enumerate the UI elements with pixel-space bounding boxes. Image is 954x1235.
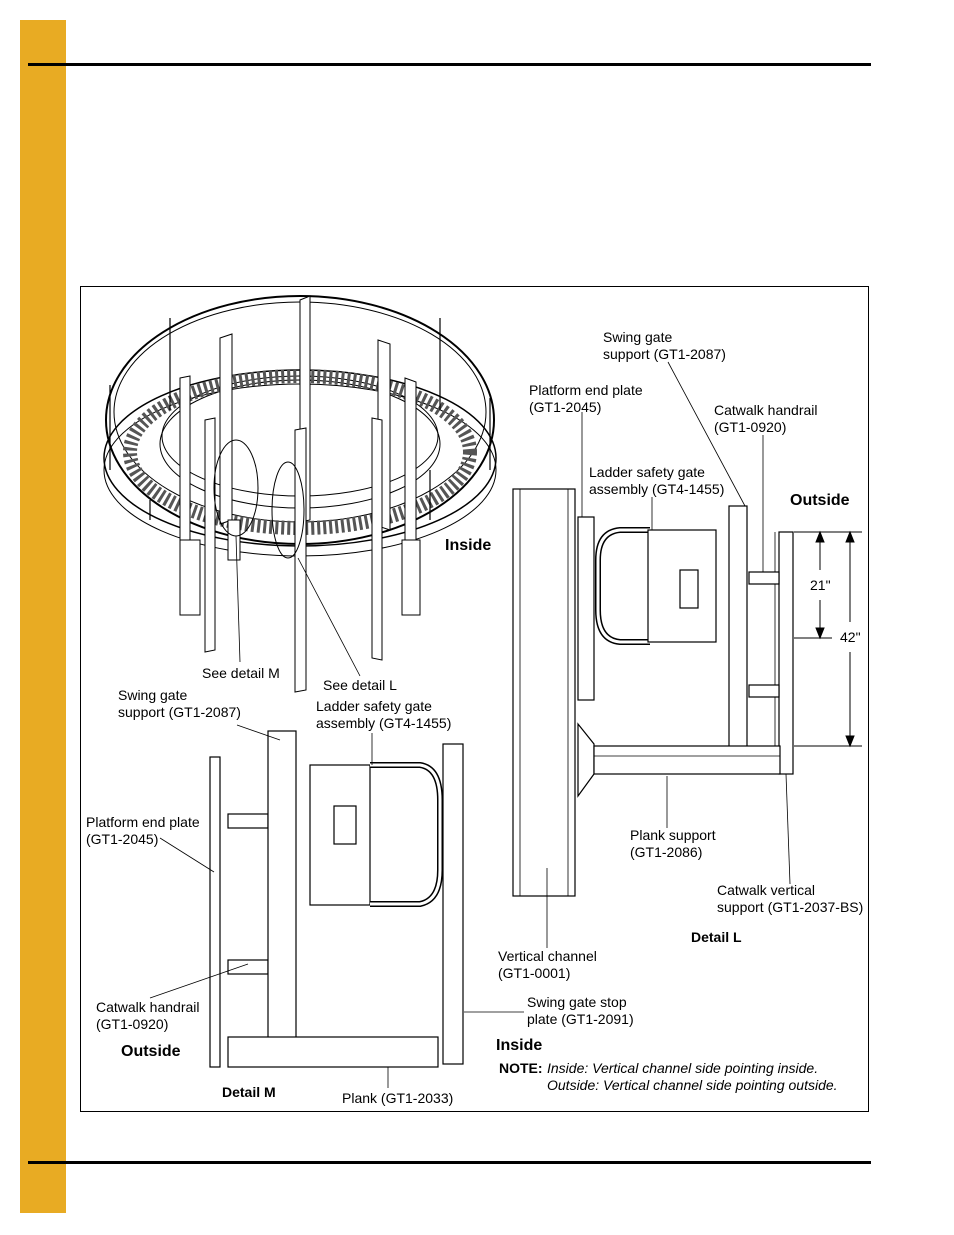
detail-m-end-plate-part: (GT1-2045) [86,831,159,847]
detail-l-swing-gate-label: Swing gate [603,329,673,345]
detail-m-end-plate-label: Platform end plate [86,814,200,830]
plank-label: Plank (GT1-2033) [342,1090,454,1106]
detail-l-title: Detail L [691,929,742,945]
overview-inside-label: Inside [445,537,492,554]
detail-m-handrail-label: Catwalk handrail [96,999,200,1015]
detail-l-gate-part: assembly (GT4-1455) [589,481,725,497]
catwalk-vertical-label: Catwalk vertical [717,882,816,898]
dimension-42: 42" [840,629,861,645]
detail-m-inside-label: Inside [496,1037,543,1054]
detail-m-gate-label: Ladder safety gate [316,698,432,714]
gate-stop-label: Swing gate stop [527,994,627,1010]
dimension-21: 21" [810,577,831,593]
detail-l-end-plate-part: (GT1-2045) [529,399,602,415]
detail-l-handrail-label: Catwalk handrail [714,402,818,418]
detail-l-swing-gate-part: support (GT1-2087) [603,346,726,362]
detail-m-gate-part: assembly (GT4-1455) [316,715,452,731]
vertical-channel-label: Vertical channel [498,948,597,964]
plank-support-label: Plank support [630,827,716,843]
note-line-2: Outside: Vertical channel side pointing outside. [547,1077,838,1093]
detail-m-outside-label: Outside [121,1043,181,1060]
detail-l-end-plate-label: Platform end plate [529,382,643,398]
detail-l-gate-label: Ladder safety gate [589,464,705,480]
detail-m-drawing [210,731,463,1067]
catwalk-ring-illustration [104,296,496,692]
detail-m-swing-gate-label: Swing gate [118,687,188,703]
see-detail-l-label: See detail L [323,677,397,693]
detail-m-handrail-part: (GT1-0920) [96,1016,169,1032]
detail-l-outside-label: Outside [790,492,850,509]
detail-m-title: Detail M [222,1084,276,1100]
detail-m-swing-gate-part: support (GT1-2087) [118,704,241,720]
note-label: NOTE: [499,1060,543,1076]
vertical-channel-part: (GT1-0001) [498,965,571,981]
note-line-1: Inside: Vertical channel side pointing inside. [547,1060,819,1076]
gate-stop-part: plate (GT1-2091) [527,1011,634,1027]
plank-support-part: (GT1-2086) [630,844,703,860]
see-detail-m-label: See detail M [202,665,280,681]
catwalk-vertical-part: support (GT1-2037-BS) [717,899,864,915]
detail-l-handrail-part: (GT1-0920) [714,419,787,435]
